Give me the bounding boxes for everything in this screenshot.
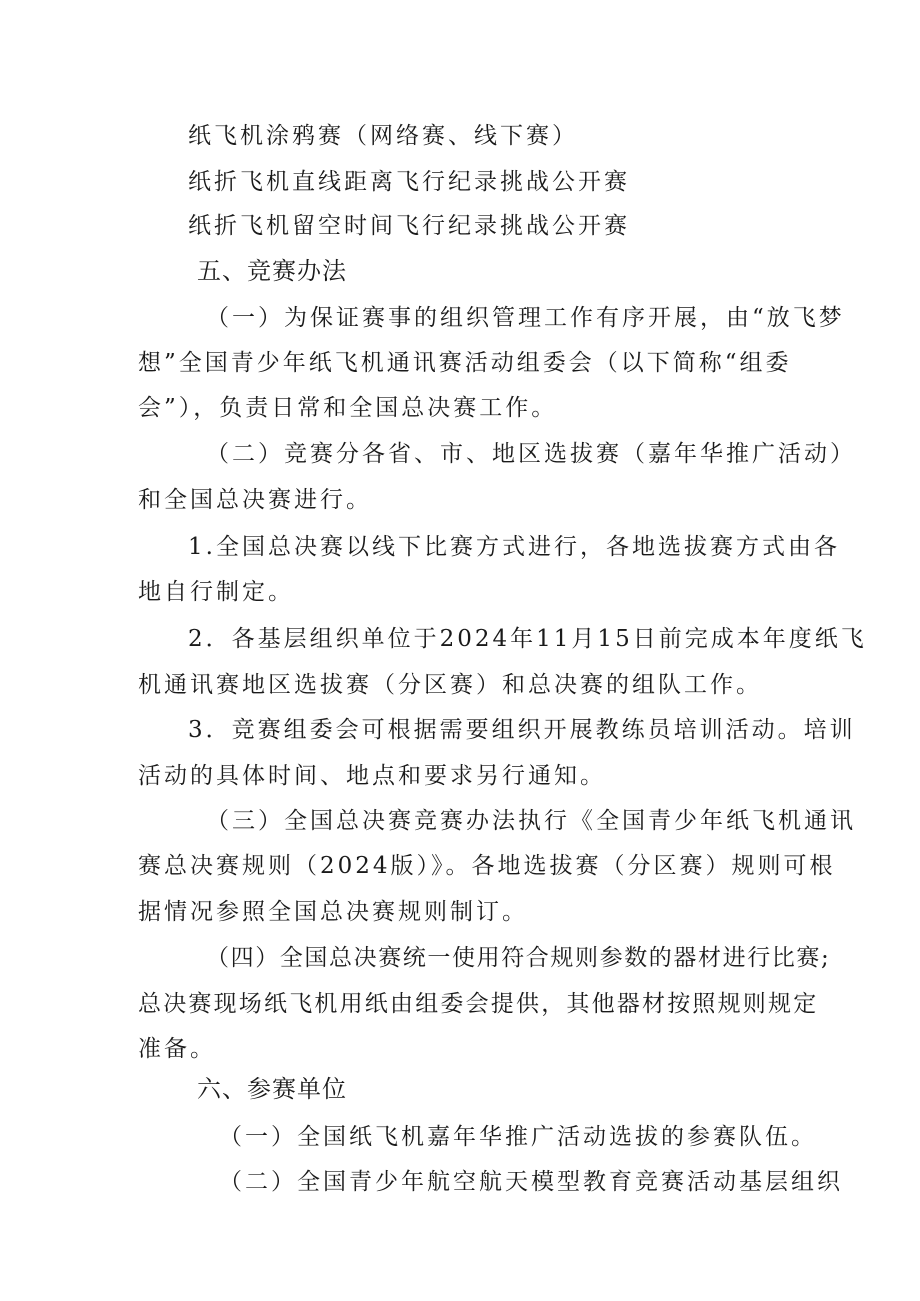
- s5-p4-line-1: （四）全国总决赛统一使用符合规则参数的器材进行比赛;: [206, 945, 831, 971]
- s5-item2-line-1: 2．各基层组织单位于2024年11月15日前完成本年度纸飞: [188, 626, 867, 652]
- s5-p3-line-3: 据情况参照全国总决赛规则制订。: [138, 899, 528, 925]
- s5-item3-line-1: 3．竞赛组委会可根据需要组织开展教练员培训活动。培训: [188, 717, 856, 743]
- s5-p4-line-3: 准备。: [138, 1036, 216, 1062]
- s5-p4-line-2: 总决赛现场纸飞机用纸由组委会提供，其他器材按照规则规定: [138, 991, 819, 1017]
- s5-item1-line-1: 1.全国总决赛以线下比赛方式进行，各地选拔赛方式由各: [188, 534, 840, 560]
- s5-p1-line-3: 会”），负责日常和全国总决赛工作。: [138, 395, 558, 421]
- event-line-2: 纸折飞机直线距离飞行纪录挑战公开赛: [188, 169, 630, 195]
- s6-p2-line: （二）全国青少年航空航天模型教育竞赛活动基层组织: [219, 1169, 843, 1195]
- event-line-3: 纸折飞机留空时间飞行纪录挑战公开赛: [188, 213, 630, 239]
- s5-p2-line-2: 和全国总决赛进行。: [138, 487, 372, 513]
- s5-p3-line-1: （三）全国总决赛竞赛办法执行《全国青少年纸飞机通讯: [206, 808, 856, 834]
- s5-p2-line-1: （二）竞赛分各省、市、地区选拔赛（嘉年华推广活动）: [206, 441, 856, 467]
- event-line-1: 纸飞机涂鸦赛（网络赛、线下赛）: [188, 123, 578, 149]
- section-6-heading: 六、参赛单位: [197, 1075, 347, 1103]
- s5-p1-line-1: （一）为保证赛事的组织管理工作有序开展，由“放飞梦: [206, 305, 845, 331]
- s5-item3-line-2: 活动的具体时间、地点和要求另行通知。: [138, 763, 606, 789]
- s5-p1-line-2: 想”全国青少年纸飞机通讯赛活动组委会（以下简称“组委: [138, 350, 792, 376]
- s6-p1-line: （一）全国纸飞机嘉年华推广活动选拔的参赛队伍。: [219, 1124, 817, 1150]
- s5-p3-line-2: 赛总决赛规则（2024版）》。各地选拔赛（分区赛）规则可根: [138, 853, 836, 879]
- section-5-heading: 五、竞赛办法: [197, 257, 347, 285]
- s5-item1-line-2: 地自行制定。: [138, 579, 294, 605]
- s5-item2-line-2: 机通讯赛地区选拔赛（分区赛）和总决赛的组队工作。: [138, 672, 762, 698]
